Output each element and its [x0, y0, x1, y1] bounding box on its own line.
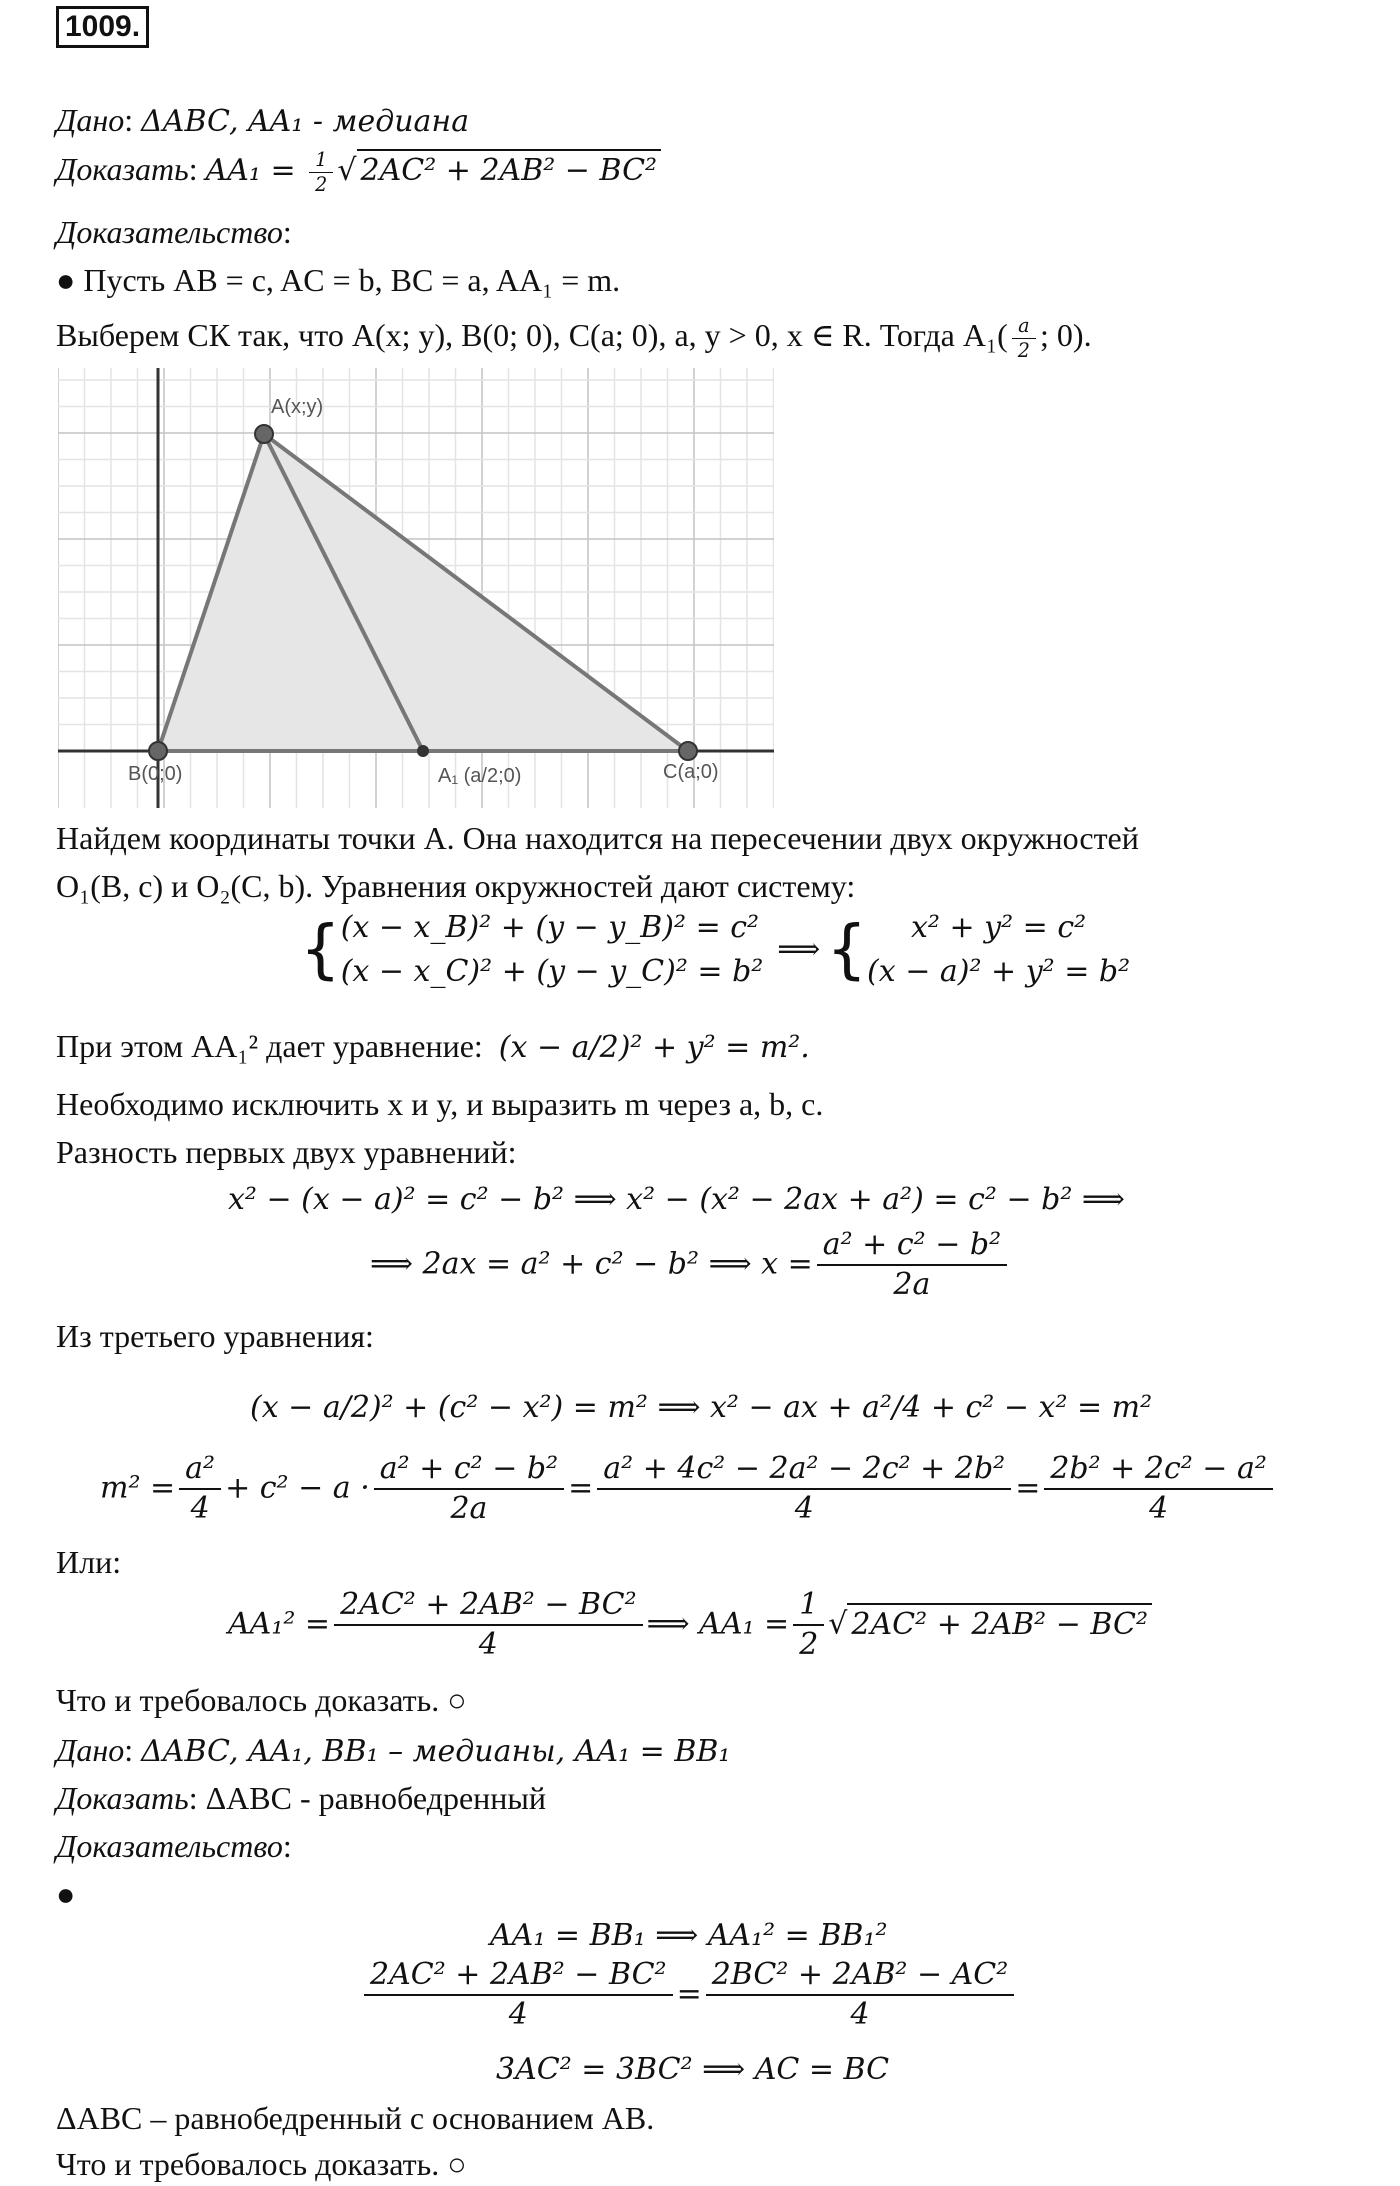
or-label: Или: — [56, 1544, 122, 1580]
point-a — [255, 425, 273, 443]
point-c — [679, 742, 697, 760]
difference-eq-2: ⟹ 2ax = a² + c² − b² ⟹ x = $\frac{\text{a² + c² − b²}}{2a}$ — [370, 1226, 1011, 1303]
qed-1: Что и требовалось доказать. ○ — [56, 1682, 467, 1718]
problem-number: 1009. — [56, 6, 149, 48]
third-label: Из третьего уравнения: — [56, 1318, 374, 1354]
proof-label: Доказательство: — [56, 214, 292, 250]
find-line-1: Найдем координаты точки A. Она находится на пересечении двух окружностей — [56, 820, 1139, 856]
label-a1: A₁ (a/2;0) — [438, 765, 522, 787]
point-b — [149, 742, 167, 760]
given-expression: ΔABC, AA₁ - медиана — [141, 104, 470, 139]
system-of-equations: { (x − x_B)² + (y − y_B)² = c² (x − x_C)² + (y − y_C)² = b² ⟹{ x² + y² = c² (x − a)² + y² = b² — [300, 910, 1131, 989]
let-line: ● Пусть AB = c, AC = b, BC = a, AA₁ = m. — [56, 262, 621, 298]
qed-2: Что и требовалось доказать. ○ — [56, 2146, 467, 2182]
coord-line: Выберем СК так, что A(x; y), B(0; 0), C(a; 0), a, y > 0, x ∈ R. Тогда A₁( $\frac{a}{2}$ ; 0). — [56, 314, 1092, 362]
difference-label: Разность первых двух уравнений: — [56, 1134, 517, 1170]
part2-eq-2: $\frac{\text{2AC² + 2AB² − BC²}}{4}$ = $\frac{\text{2BC² + 2AB² − AC²}}{4}$ — [360, 1956, 1018, 2033]
bullet: ● — [56, 1876, 76, 1912]
prove-line-2: Доказать: ΔABC - равнобедренный — [56, 1780, 547, 1816]
difference-eq-1: x² − (x − a)² = c² − b² ⟹ x² − (x² − 2ax + a²) = c² − b² ⟹ — [228, 1182, 1125, 1217]
final-formula: AA₁² = $\frac{\text{2AC² + 2AB² − BC²}}{4}$ ⟹ AA₁ = $\frac{1}{2}$ √ 2AC² + 2AB² − BC² — [228, 1586, 1152, 1663]
point-a1 — [417, 745, 429, 757]
m-squared-equation: m² = $\frac{\text{a²}}{4}$ + c² − a · $\frac{\text{a² + c² − b²}}{2a}$ = $\frac{\text{a² + 4c² − 2a² − 2c² + 2b²}}{4}$ = $\frac{\text{2b² + 2c² − a²}}{4}$ — [100, 1450, 1277, 1527]
exclude-line: Необходимо исключить x и y, и выразить m через a, b, c. — [56, 1086, 824, 1122]
median-equation-line: При этом AA₁² дает уравнение: (x − a/2)² + y² = m². — [56, 1028, 810, 1065]
label-b: B(0;0) — [128, 763, 183, 785]
proof-label-2: Доказательство: — [56, 1828, 292, 1864]
prove-radicand: 2AC² + 2AB² − BC² — [357, 149, 662, 188]
label-c: C(a;0) — [663, 761, 719, 783]
triangle-figure — [58, 368, 774, 808]
label-a: A(x;y) — [271, 396, 324, 418]
given-line-2: Дано: ΔABC, AA₁, BB₁ – медианы, AA₁ = BB₁ — [56, 1732, 731, 1769]
third-equation: (x − a/2)² + (c² − x²) = m² ⟹ x² − ax + a²/4 + c² − x² = m² — [250, 1390, 1153, 1425]
prove-line: Доказать: AA₁ = $\frac{1}{2}$ √ 2AC² + 2AB² − BC² — [56, 148, 661, 197]
part2-eq-1: AA₁ = BB₁ ⟹ AA₁² = BB₁² — [490, 1918, 888, 1953]
given-line: Дано: ΔABC, AA₁ - медиана — [56, 102, 470, 139]
conclusion: ΔABC – равнобедренный с основанием AB. — [56, 2100, 655, 2136]
find-line-2: O₁(B, c) и O₂(C, b). Уравнения окружностей дают систему: — [56, 868, 856, 904]
part2-eq-3: 3AC² = 3BC² ⟹ AC = BC — [496, 2052, 890, 2087]
